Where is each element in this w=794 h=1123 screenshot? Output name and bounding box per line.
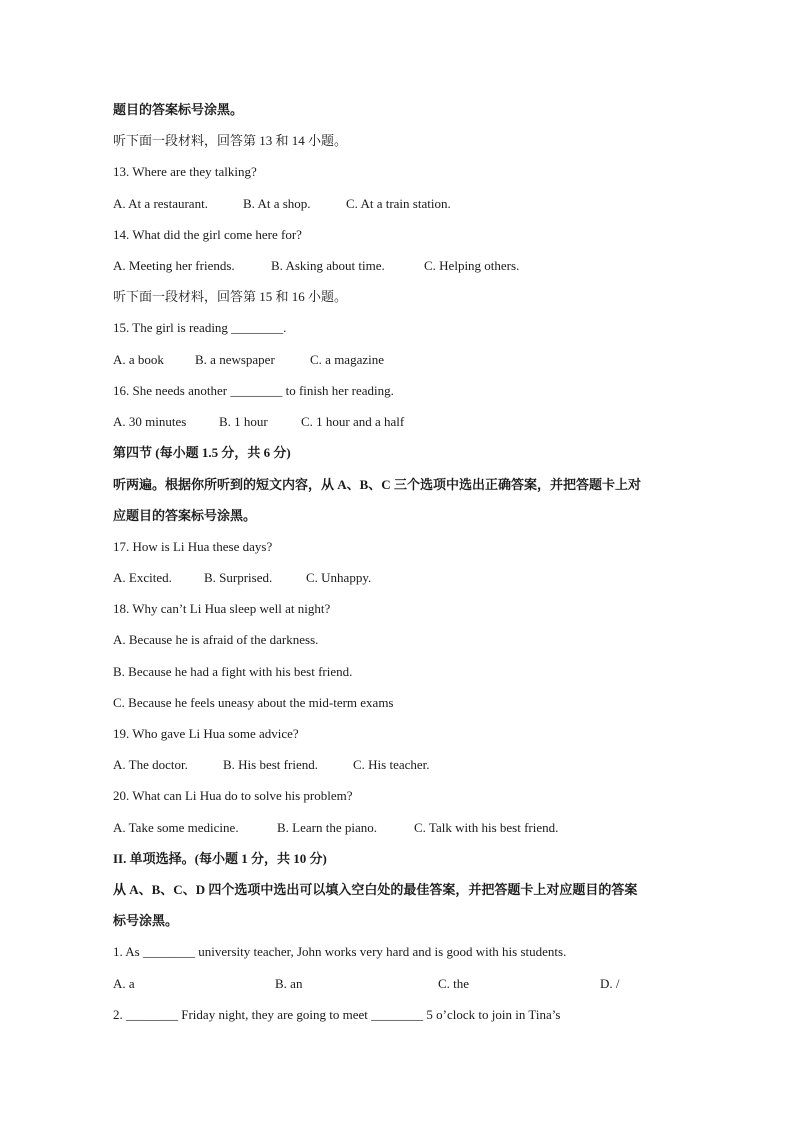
question-2: 2. ________ Friday night, they are going to meet ________ 5 o’clock to join in Tina’s — [113, 1007, 561, 1022]
listening-instruction: 听下面一段材料，回答第 13 和 14 小题。 — [113, 133, 348, 148]
option-15-a: A. a book — [113, 352, 164, 367]
options-17 — [113, 569, 693, 587]
options-20 — [113, 819, 693, 837]
option-19-a: A. The doctor. — [113, 757, 188, 772]
listening-instruction: 听下面一段材料，回答第 15 和 16 小题。 — [113, 289, 348, 304]
question-13: 13. Where are they talking? — [113, 164, 257, 179]
options-13 — [113, 195, 693, 213]
option-13-c: C. At a train station. — [346, 196, 451, 211]
question-20: 20. What can Li Hua do to solve his problem? — [113, 788, 353, 803]
option-19-b: B. His best friend. — [223, 757, 318, 772]
option-14-c: C. Helping others. — [424, 258, 520, 273]
option-1-a: A. a — [113, 976, 135, 991]
option-15-c: C. a magazine — [310, 352, 384, 367]
option-16-a: A. 30 minutes — [113, 414, 187, 429]
question-14: 14. What did the girl come here for? — [113, 227, 302, 242]
option-15-b: B. a newspaper — [195, 352, 275, 367]
option-1-c: C. the — [438, 976, 470, 991]
section-heading: 第四节 (每小题 1.5 分，共 6 分) — [113, 445, 291, 460]
option-20-a: A. Take some medicine. — [113, 820, 239, 835]
option-18-b: B. Because he had a fight with his best friend. — [113, 664, 353, 679]
part-instruction: 从 A、B、C、D 四个选项中选出可以填入空白处的最佳答案，并把答题卡上对应题目的答案 — [113, 882, 638, 897]
options-16 — [113, 413, 693, 431]
option-17-a: A. Excited. — [113, 570, 172, 585]
option-20-b: B. Learn the piano. — [277, 820, 377, 835]
options-14 — [113, 257, 693, 275]
options-1 — [113, 975, 693, 993]
option-18-c: C. Because he feels uneasy about the mid-term exams — [113, 695, 394, 710]
question-1: 1. As ________ university teacher, John works very hard and is good with his students. — [113, 944, 567, 959]
part-heading: II. 单项选择。(每小题 1 分，共 10 分) — [113, 851, 327, 866]
option-18-a: A. Because he is afraid of the darkness. — [113, 632, 319, 647]
option-16-b: B. 1 hour — [219, 414, 268, 429]
section-instruction: 听两遍。根据你所听到的短文内容，从 A、B、C 三个选项中选出正确答案，并把答题卡上对 — [113, 477, 641, 492]
section-instruction-cont: 应题目的答案标号涂黑。 — [113, 508, 257, 523]
section-instruction-end: 题目的答案标号涂黑。 — [113, 102, 244, 117]
question-16: 16. She needs another ________ to finish her reading. — [113, 383, 394, 398]
part-instruction-cont: 标号涂黑。 — [113, 913, 179, 928]
option-14-a: A. Meeting her friends. — [113, 258, 235, 273]
option-14-b: B. Asking about time. — [271, 258, 385, 273]
option-17-b: B. Surprised. — [204, 570, 273, 585]
option-20-c: C. Talk with his best friend. — [414, 820, 559, 835]
question-17: 17. How is Li Hua these days? — [113, 539, 273, 554]
question-19: 19. Who gave Li Hua some advice? — [113, 726, 299, 741]
option-17-c: C. Unhappy. — [306, 570, 372, 585]
question-15: 15. The girl is reading ________. — [113, 320, 287, 335]
option-16-c: C. 1 hour and a half — [301, 414, 405, 429]
option-1-d: D. / — [600, 976, 620, 991]
option-1-b: B. an — [275, 976, 303, 991]
option-13-a: A. At a restaurant. — [113, 196, 208, 211]
options-15 — [113, 351, 693, 369]
option-13-b: B. At a shop. — [243, 196, 311, 211]
option-19-c: C. His teacher. — [353, 757, 430, 772]
options-19 — [113, 756, 693, 774]
question-18: 18. Why can’t Li Hua sleep well at night? — [113, 601, 331, 616]
